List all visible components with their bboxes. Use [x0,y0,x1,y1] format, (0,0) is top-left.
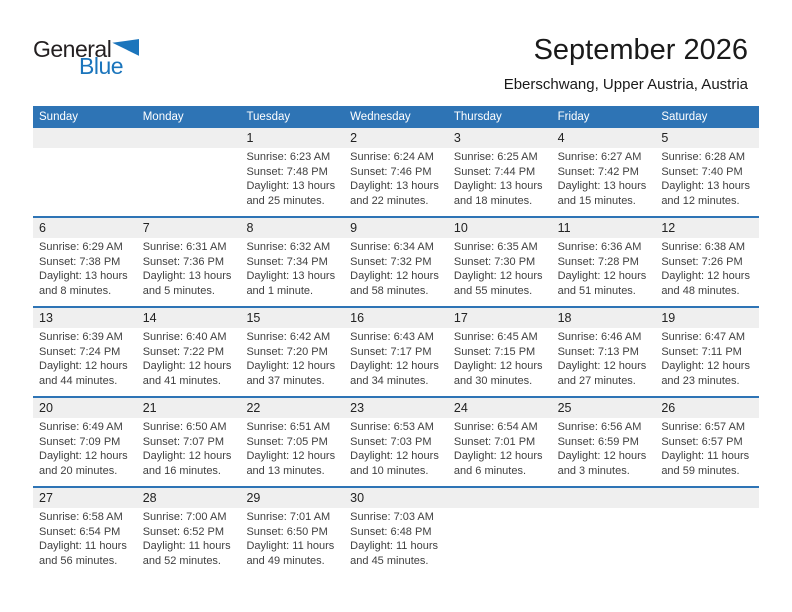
day-cell-2 [344,128,448,216]
daylight-text: Daylight: 12 hours [39,450,128,463]
sunrise-text: Sunrise: 6:38 AM [661,241,746,253]
day-cell-27 [33,488,137,576]
daylight-text-cont: and 15 minutes. [557,194,636,207]
day-cell-8 [240,218,344,306]
daylight-text: Daylight: 12 hours [350,360,439,373]
sunrise-text: Sunrise: 6:40 AM [142,331,227,343]
sunrise-text: Sunrise: 6:36 AM [557,241,642,253]
weekday-header-row [33,106,759,128]
sunset-text: Sunset: 7:09 PM [39,435,121,448]
daylight-text: Daylight: 12 hours [246,450,336,463]
sunrise-text: Sunrise: 6:34 AM [350,241,434,253]
sunset-text: Sunset: 7:36 PM [142,255,225,268]
daylight-text-cont: and 37 minutes. [246,374,325,387]
week-row-3 [33,306,759,396]
daylight-text: Daylight: 12 hours [557,360,647,373]
sunrise-text: Sunrise: 6:25 AM [453,151,538,163]
day-cell-3 [448,128,552,216]
daylight-text: Daylight: 12 hours [350,270,439,283]
daylight-text-cont: and 59 minutes. [661,464,740,477]
daylight-text: Daylight: 12 hours [142,450,232,463]
daylight-text: Daylight: 12 hours [453,270,543,283]
sunset-text: Sunset: 7:05 PM [246,435,328,448]
daylight-text: Daylight: 12 hours [453,450,543,463]
daylight-text-cont: and 16 minutes. [142,464,221,477]
sunrise-text: Sunrise: 7:00 AM [142,511,227,523]
daylight-text: Daylight: 11 hours [39,540,127,553]
calendar-table [33,106,759,576]
day-cell-20 [33,398,137,486]
date-number: 10 [453,221,468,235]
empty-day-cell [33,128,137,216]
day-cell-15 [240,308,344,396]
day-cell-1 [240,128,344,216]
sunrise-text: Sunrise: 6:35 AM [453,241,538,253]
date-number: 23 [350,401,365,415]
daylight-text-cont: and 13 minutes. [246,464,325,477]
daylight-text: Daylight: 12 hours [142,360,232,373]
logo-text-blue: Blue [79,53,124,79]
sunrise-text: Sunrise: 6:27 AM [557,151,642,163]
daylight-text-cont: and 8 minutes. [39,284,112,297]
sunset-text: Sunset: 7:17 PM [350,345,432,358]
date-number: 12 [661,221,676,235]
daylight-text: Daylight: 12 hours [39,360,128,373]
weekday-header-monday: Monday [142,111,184,123]
day-cell-29 [240,488,344,576]
daylight-text: Daylight: 12 hours [661,270,750,283]
daylight-text-cont: and 12 minutes. [661,194,740,207]
daylight-text-cont: and 20 minutes. [39,464,118,477]
daylight-text: Daylight: 13 hours [246,180,336,193]
daylight-text-cont: and 18 minutes. [453,194,533,207]
day-cell-5 [655,128,759,216]
date-number: 16 [350,311,365,325]
day-cell-24 [448,398,552,486]
date-number: 21 [142,401,157,415]
sunrise-text: Sunrise: 6:29 AM [39,241,123,253]
day-cell-4 [552,128,656,216]
date-number: 4 [557,131,565,145]
empty-day-cell [448,488,552,576]
day-cell-6 [33,218,137,306]
sunset-text: Sunset: 7:20 PM [246,345,328,358]
empty-day-cell [137,128,241,216]
date-number: 9 [350,221,358,235]
daylight-text-cont: and 1 minute. [246,284,314,297]
daylight-text-cont: and 48 minutes. [661,284,740,297]
daylight-text-cont: and 5 minutes. [142,284,215,297]
sunset-text: Sunset: 7:42 PM [557,165,639,178]
daylight-text: Daylight: 12 hours [557,270,647,283]
sunset-text: Sunset: 7:32 PM [350,255,432,268]
page-subtitle: Eberschwang, Upper Austria, Austria [503,76,748,93]
sunrise-text: Sunrise: 6:28 AM [661,151,746,163]
daylight-text-cont: and 25 minutes. [246,194,325,207]
date-number: 20 [39,401,53,415]
sunset-text: Sunset: 7:34 PM [246,255,328,268]
sunrise-text: Sunrise: 6:24 AM [350,151,434,163]
date-number: 7 [142,221,150,235]
date-number: 17 [453,311,468,325]
weekday-header-thursday: Thursday [453,111,502,123]
sunset-text: Sunset: 6:52 PM [142,525,225,538]
sunset-text: Sunset: 7:48 PM [246,165,328,178]
day-cell-18 [552,308,656,396]
date-number: 29 [246,491,261,505]
daylight-text: Daylight: 11 hours [661,450,750,463]
sunrise-text: Sunrise: 6:54 AM [453,421,538,433]
week-row-1 [33,128,759,216]
daylight-text: Daylight: 13 hours [142,270,232,283]
date-number: 8 [246,221,254,235]
sunrise-text: Sunrise: 6:47 AM [661,331,746,343]
day-cell-17 [448,308,552,396]
daylight-text-cont: and 23 minutes. [661,374,740,387]
week-row-5 [33,486,759,576]
daylight-text-cont: and 49 minutes. [246,554,325,567]
daylight-text-cont: and 6 minutes. [453,464,527,477]
sunrise-text: Sunrise: 6:58 AM [39,511,123,523]
sunset-text: Sunset: 7:24 PM [39,345,121,358]
sunrise-text: Sunrise: 6:31 AM [142,241,227,253]
day-cell-12 [655,218,759,306]
logo-text-general: General [33,36,112,62]
sunset-text: Sunset: 6:50 PM [246,525,328,538]
sunrise-text: Sunrise: 6:32 AM [246,241,331,253]
weekday-header-sunday: Sunday [39,111,79,123]
daylight-text-cont: and 10 minutes. [350,464,429,477]
sunrise-text: Sunrise: 6:53 AM [350,421,434,433]
date-number: 5 [661,131,669,145]
date-number: 1 [246,131,254,145]
sunset-text: Sunset: 6:48 PM [350,525,432,538]
sunrise-text: Sunrise: 7:03 AM [350,511,434,523]
date-number: 6 [39,221,46,235]
daylight-text: Daylight: 12 hours [453,360,543,373]
daylight-text-cont: and 55 minutes. [453,284,533,297]
sunset-text: Sunset: 6:59 PM [557,435,639,448]
sunrise-text: Sunrise: 6:43 AM [350,331,434,343]
sunrise-text: Sunrise: 6:49 AM [39,421,123,433]
daylight-text: Daylight: 13 hours [453,180,543,193]
sunset-text: Sunset: 7:11 PM [661,345,742,358]
daylight-text-cont: and 22 minutes. [350,194,429,207]
daylight-text-cont: and 34 minutes. [350,374,429,387]
date-number: 27 [39,491,53,505]
day-cell-11 [552,218,656,306]
sunset-text: Sunset: 7:26 PM [661,255,743,268]
weekday-header-wednesday: Wednesday [350,111,411,123]
day-cell-10 [448,218,552,306]
daylight-text: Daylight: 11 hours [350,540,439,553]
daylight-text-cont: and 27 minutes. [557,374,636,387]
day-cell-13 [33,308,137,396]
daylight-text: Daylight: 11 hours [246,540,335,553]
date-number: 22 [246,401,261,415]
date-number: 25 [557,401,572,415]
sunset-text: Sunset: 7:07 PM [142,435,225,448]
daylight-text: Daylight: 13 hours [661,180,750,193]
sunset-text: Sunset: 7:44 PM [453,165,536,178]
day-cell-9 [344,218,448,306]
date-number: 11 [557,221,571,235]
daylight-text: Daylight: 13 hours [350,180,439,193]
date-number: 13 [39,311,53,325]
sunset-text: Sunset: 7:30 PM [453,255,536,268]
date-number: 28 [142,491,157,505]
daylight-text: Daylight: 12 hours [661,360,750,373]
sunset-text: Sunset: 7:03 PM [350,435,432,448]
date-number: 18 [557,311,572,325]
daylight-text-cont: and 45 minutes. [350,554,429,567]
date-number: 19 [661,311,676,325]
daylight-text-cont: and 44 minutes. [39,374,118,387]
daylight-text-cont: and 41 minutes. [142,374,221,387]
sunset-text: Sunset: 7:01 PM [453,435,536,448]
weekday-header-saturday: Saturday [661,111,708,123]
sunrise-text: Sunrise: 6:46 AM [557,331,642,343]
weekday-header-friday: Friday [557,111,590,123]
sunrise-text: Sunrise: 6:42 AM [246,331,331,343]
weeks-container [33,128,759,576]
day-cell-7 [137,218,241,306]
sunset-text: Sunset: 6:57 PM [661,435,743,448]
sunset-text: Sunset: 7:46 PM [350,165,432,178]
empty-day-cell [552,488,656,576]
daylight-text-cont: and 30 minutes. [453,374,533,387]
day-cell-23 [344,398,448,486]
daylight-text-cont: and 56 minutes. [39,554,118,567]
daylight-text: Daylight: 12 hours [557,450,647,463]
date-number: 24 [453,401,468,415]
sunset-text: Sunset: 7:22 PM [142,345,225,358]
day-cell-21 [137,398,241,486]
sunset-text: Sunset: 7:28 PM [557,255,639,268]
daylight-text: Daylight: 13 hours [557,180,647,193]
date-number: 14 [142,311,157,325]
sunset-text: Sunset: 6:54 PM [39,525,121,538]
sunrise-text: Sunrise: 6:45 AM [453,331,538,343]
daylight-text: Daylight: 13 hours [246,270,336,283]
weekday-header-tuesday: Tuesday [246,111,291,123]
general-blue-logo [33,38,139,78]
daylight-text-cont: and 51 minutes. [557,284,636,297]
date-number: 26 [661,401,676,415]
daylight-text: Daylight: 11 hours [142,540,231,553]
day-cell-26 [655,398,759,486]
sunrise-text: Sunrise: 6:50 AM [142,421,227,433]
sunset-text: Sunset: 7:15 PM [453,345,536,358]
day-cell-30 [344,488,448,576]
page-title: September 2026 [533,34,748,66]
date-number: 2 [350,131,358,145]
sunrise-text: Sunrise: 6:23 AM [246,151,331,163]
day-cell-19 [655,308,759,396]
sunset-text: Sunset: 7:40 PM [661,165,743,178]
sunset-text: Sunset: 7:13 PM [557,345,639,358]
day-cell-16 [344,308,448,396]
sunrise-text: Sunrise: 6:56 AM [557,421,642,433]
day-cell-25 [552,398,656,486]
week-row-2 [33,216,759,306]
daylight-text-cont: and 3 minutes. [557,464,630,477]
day-cell-22 [240,398,344,486]
date-number: 30 [350,491,365,505]
daylight-text: Daylight: 13 hours [39,270,128,283]
week-row-4 [33,396,759,486]
daylight-text: Daylight: 12 hours [246,360,336,373]
date-number: 3 [453,131,461,145]
day-cell-14 [137,308,241,396]
daylight-text-cont: and 58 minutes. [350,284,429,297]
daylight-text-cont: and 52 minutes. [142,554,221,567]
date-number: 15 [246,311,261,325]
daylight-text: Daylight: 12 hours [350,450,439,463]
sunrise-text: Sunrise: 6:39 AM [39,331,123,343]
sunset-text: Sunset: 7:38 PM [39,255,121,268]
sunrise-text: Sunrise: 7:01 AM [246,511,331,523]
sunrise-text: Sunrise: 6:51 AM [246,421,331,433]
day-cell-28 [137,488,241,576]
empty-day-cell [655,488,759,576]
sunrise-text: Sunrise: 6:57 AM [661,421,746,433]
